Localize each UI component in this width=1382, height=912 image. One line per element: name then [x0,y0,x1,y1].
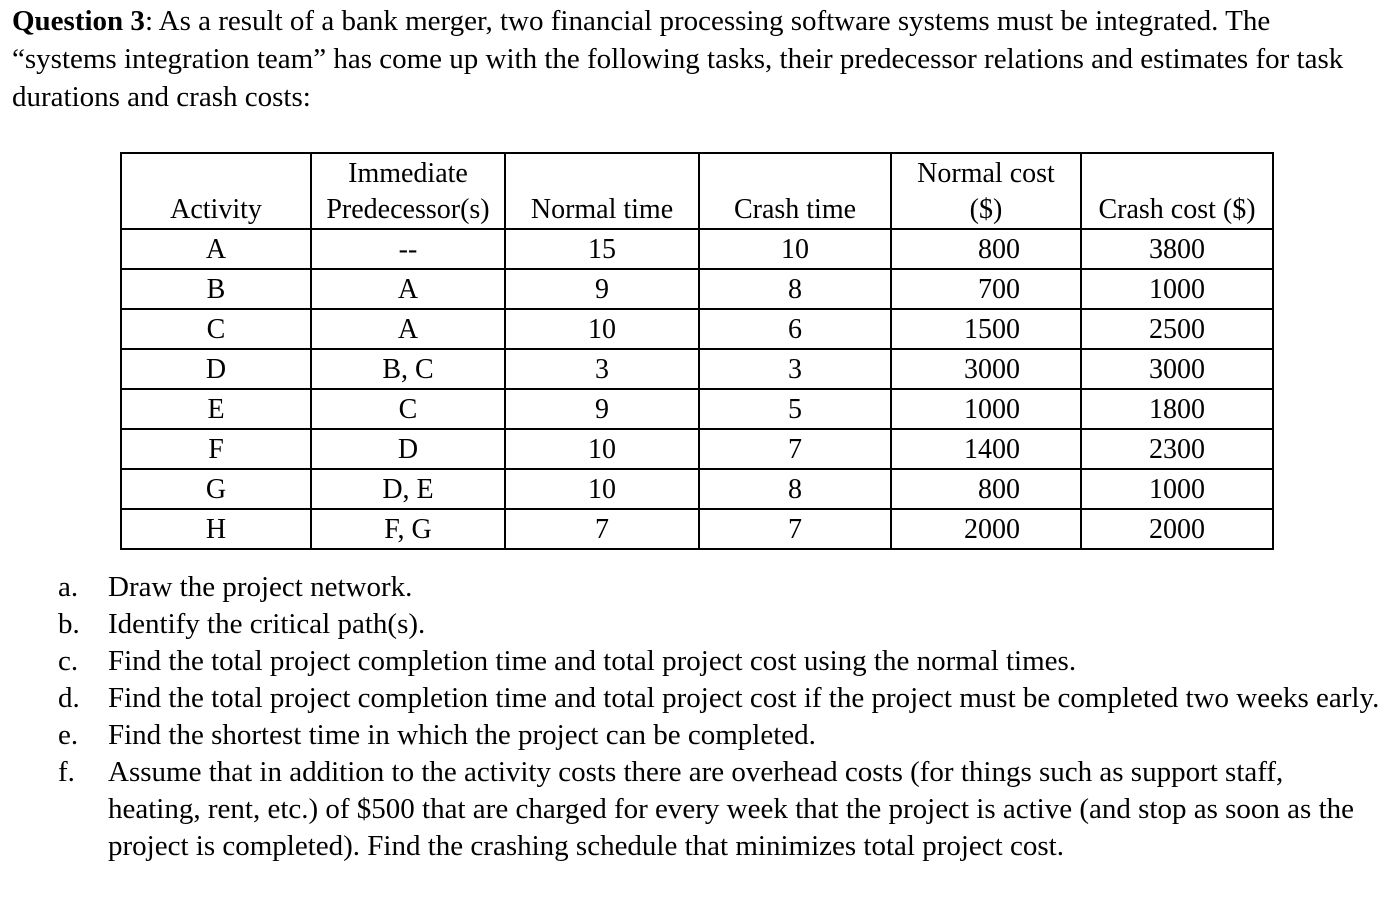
list-item [0,606,1380,643]
cell-crash-time: 7 [699,429,891,469]
cell-activity: C [121,309,311,349]
cell-normal-cost: 800 [891,229,1081,269]
header-crash-cost: Crash cost ($) [1081,153,1273,229]
part-letter: e. [58,719,79,751]
cell-crash-cost: 3000 [1081,349,1273,389]
table-row [121,309,1273,349]
table-row [121,469,1273,509]
question-parts [0,569,1380,865]
cell-normal-time: 10 [505,309,699,349]
cell-predecessors: F, G [311,509,505,549]
cell-crash-cost: 2000 [1081,509,1273,549]
cell-crash-time: 8 [699,269,891,309]
header-predecessors-line2: Predecessor(s) [326,194,490,225]
header-normal-cost-line2: ($) [969,194,1003,225]
header-predecessors [311,153,505,229]
list-item [0,569,1380,606]
part-text: Find the total project completion time and total project cost using the normal times. [108,645,1077,677]
list-item [0,717,1380,754]
cell-normal-time: 3 [505,349,699,389]
cell-predecessors: -- [311,229,505,269]
cell-crash-cost: 1000 [1081,269,1273,309]
cell-normal-cost: 2000 [891,509,1081,549]
question-text: : As a result of a bank merger, two financial processing software systems must be integrated. The “systems integration team” has come up with the following tasks, their predecessor relations and estimates for task durations and crash costs: [12,5,1344,113]
cell-crash-cost: 3800 [1081,229,1273,269]
part-letter: b. [58,608,80,640]
list-item [0,643,1380,680]
part-text: Find the shortest time in which the project can be completed. [108,719,816,751]
cell-normal-time: 9 [505,269,699,309]
cell-normal-cost: 1000 [891,389,1081,429]
table-row [121,269,1273,309]
cell-crash-cost: 1000 [1081,469,1273,509]
cell-crash-time: 7 [699,509,891,549]
header-predecessors-line1: Immediate [348,158,468,189]
part-text: Find the total project completion time and total project cost if the project must be completed two weeks early. [108,682,1380,714]
cell-activity: D [121,349,311,389]
cell-predecessors: B, C [311,349,505,389]
cell-crash-cost: 2500 [1081,309,1273,349]
list-item [0,680,1380,717]
cell-activity: H [121,509,311,549]
cell-crash-time: 6 [699,309,891,349]
list-item [0,754,1380,865]
cell-normal-cost: 1500 [891,309,1081,349]
cell-predecessors: D [311,429,505,469]
cell-predecessors: A [311,269,505,309]
cell-normal-time: 10 [505,429,699,469]
table-row [121,509,1273,549]
part-letter: c. [58,645,79,677]
header-activity: Activity [121,153,311,229]
header-crash-time: Crash time [699,153,891,229]
cell-normal-cost: 700 [891,269,1081,309]
header-normal-cost [891,153,1081,229]
question-intro [12,2,1372,116]
cell-crash-time: 8 [699,469,891,509]
cell-normal-time: 9 [505,389,699,429]
cell-activity: E [121,389,311,429]
part-text: Identify the critical path(s). [108,608,426,640]
cell-activity: A [121,229,311,269]
part-text: Draw the project network. [108,571,413,603]
table-row [121,229,1273,269]
cell-normal-time: 7 [505,509,699,549]
cell-activity: F [121,429,311,469]
question-label: Question 3 [12,5,145,37]
cell-predecessors: D, E [311,469,505,509]
cell-crash-time: 10 [699,229,891,269]
cell-crash-time: 3 [699,349,891,389]
table-row [121,349,1273,389]
cell-crash-time: 5 [699,389,891,429]
cell-activity: G [121,469,311,509]
cell-predecessors: C [311,389,505,429]
cell-normal-cost: 1400 [891,429,1081,469]
part-letter: f. [58,756,75,788]
cell-normal-cost: 800 [891,469,1081,509]
part-text: Assume that in addition to the activity costs there are overhead costs (for things such as support staff, heating, rent, etc.) of $500 that are charged for every week that the project is active (and stop as soon as the project is completed). Find the crashing schedule that minimizes total project cost. [108,756,1354,862]
part-letter: d. [58,682,80,714]
table-row [121,429,1273,469]
activity-table [120,152,1274,550]
cell-normal-cost: 3000 [891,349,1081,389]
header-normal-time: Normal time [505,153,699,229]
cell-crash-cost: 1800 [1081,389,1273,429]
table-row [121,389,1273,429]
table-header-row [121,153,1273,229]
header-normal-cost-line1: Normal cost [917,158,1055,189]
cell-predecessors: A [311,309,505,349]
part-letter: a. [58,571,79,603]
cell-normal-time: 10 [505,469,699,509]
cell-activity: B [121,269,311,309]
cell-crash-cost: 2300 [1081,429,1273,469]
cell-normal-time: 15 [505,229,699,269]
